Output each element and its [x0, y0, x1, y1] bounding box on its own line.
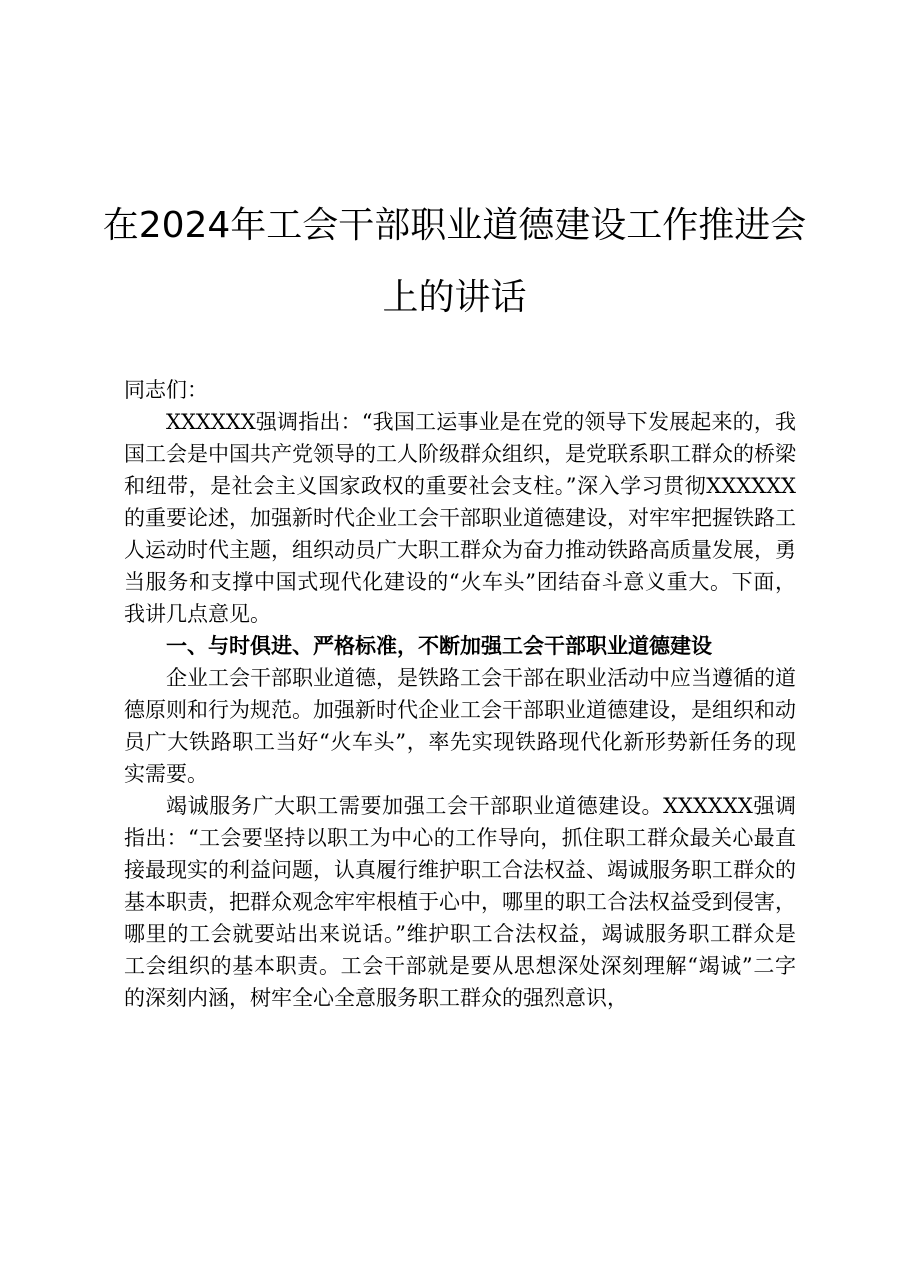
section-heading: 一、与时俱进、严格标准，不断加强工会干部职业道德建设	[166, 634, 712, 658]
salutation: 同志们：	[124, 378, 208, 402]
body-paragraph: 企业工会干部职业道德，是铁路工会干部在职业活动中应当遵循的道德原则和行为规范。加强新时代企业工会干部职业道德建设，是组织和动员广大铁路职工当好“火车头”，率先实现铁路现代化新形势新任务的现实需要。	[124, 666, 796, 786]
body-paragraph: XXXXXX强调指出：“我国工运事业是在党的领导下发展起来的，我国工会是中国共产党领导的工人阶级群众组织，是党联系职工群众的桥梁和纽带，是社会主义国家政权的重要社会支柱。”深入学习贯彻XXXXXX的重要论述，加强新时代企业工会干部职业道德建设，对牢牢把握铁路工人运动时代主题，组织动员广大职工群众为奋力推动铁路高质量发展，勇当服务和支撑中国式现代化建设的“火车头”团结奋斗意义重大。下面，我讲几点意见。	[124, 410, 796, 626]
document-title: 在2024年工会干部职业道德建设工作推进会上的讲话	[102, 205, 807, 318]
body-paragraph: 竭诚服务广大职工需要加强工会干部职业道德建设。XXXXXX强调指出：“工会要坚持以职工为中心的工作导向，抓住职工群众最关心最直接最现实的利益问题，认真履行维护职工合法权益、竭诚服务职工群众的基本职责，把群众观念牢牢根植于心中，哪里的职工合法权益受到侵害，哪里的工会就要站出来说话。”维护职工合法权益，竭诚服务职工群众是工会组织的基本职责。工会干部就是要从思想深处深刻理解“竭诚”二字的深刻内涵，树牢全心全意服务职工群众的强烈意识，	[124, 794, 796, 1010]
document-body	[124, 374, 796, 1014]
